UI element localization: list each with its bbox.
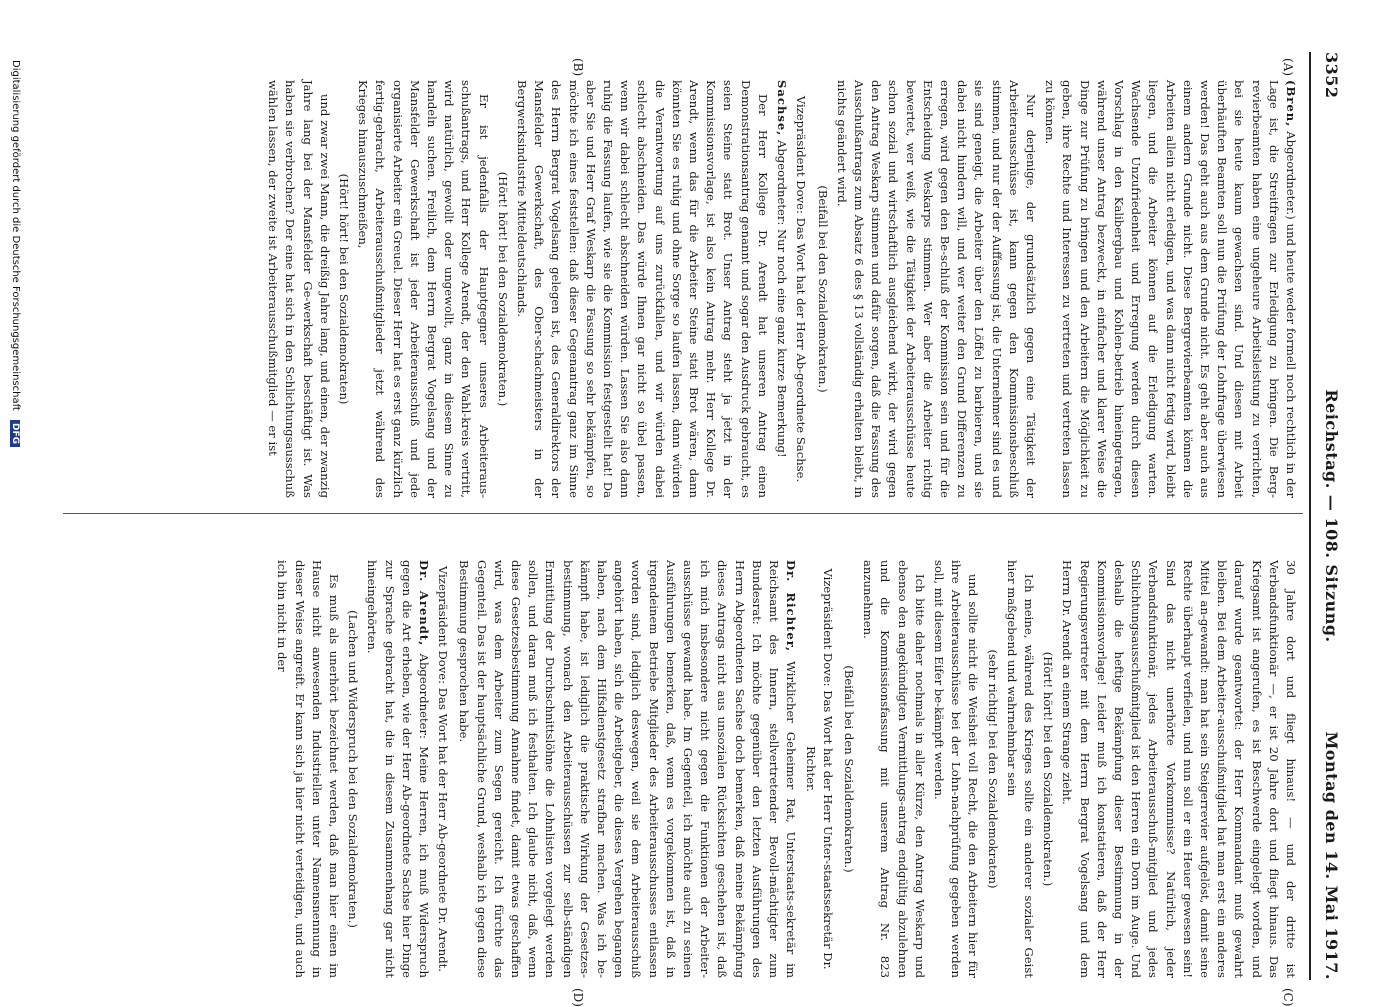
session-date: Montag den 14. Mai 1917.	[1322, 731, 1341, 980]
paragraph-text: (sehr richtig! bei den Sozialdemokraten)	[985, 649, 1000, 889]
presiding-remark	[434, 560, 451, 978]
interjection	[335, 80, 352, 498]
interjection	[840, 560, 857, 978]
paragraph-text: (Lachen und Widerspruch bei den Sozialdemokraten.)	[346, 610, 361, 928]
paragraph-text: (Hört! hört! bei den Sozialdemokraten.)	[495, 171, 510, 407]
paragraph-text: Abgeordneter.) und heute weder formell noch rechtlich in der Lage ist, die Streitfragen zur Erledigung zu bringen. Die Berg-revierbeamten haben eine ungeheure Arbeitsleistung zu verrichten, bei sie heute kaum gewachsen sind. Und diesen mit Arbeit überhäuften Beamten soll nun die Prüfung der Lohnfrage überwiesen werden! Das geht auch aus dem Grunde nicht. Es geht aber auch aus einem andern Grunde nicht. Diese Bergrevierbeamten können die Arbeiten allein nicht erledigen, und was dann nicht fertig wird, bleibt liegen, und die Arbeiter können auf die Erledigung warten. Wachsende Unzufriedenheit und Erregung werden durch diesen Vorschlag in den Kalibergbau und Kohlen-betrieb hineingetragen, während unser Antrag bezweckt, in einfacher und klarer Weise die Dinge zur Prüfung zu bringen und den Arbeitern die Möglichkeit zu geben, ihre Rechte und Interessen zu vertreten und vertreten lassen zu können.	[1043, 80, 1298, 499]
paragraph-text: (Hört! hört! bei den Sozialdemokraten.)	[1041, 651, 1056, 887]
footer-text: Digitalisierung gefördert durch die Deutsche Forschungsgemeinschaft	[10, 60, 21, 411]
session-title: Reichstag. — 108. Sitzung.	[1322, 389, 1341, 643]
paragraph-text: Vizepräsident Dove: Das Wort hat der Herr Ab-geordnete Dr. Arendt.	[436, 566, 451, 972]
speaker-name: Sachse,	[775, 80, 790, 137]
paragraph	[833, 80, 1039, 498]
interjection	[1039, 560, 1056, 978]
paragraph	[513, 80, 771, 498]
paragraph	[354, 80, 492, 498]
paragraph-text: Nur derjenige, der grundsätzlich gegen eine Tätigkeit der Arbeiterausschüsse ist, kann gegen den Kommissionsbeschluß stimmen, und nur der der Auffassung ist, die Unternehmer sind es und sie sind geneigt, die Arbeiter über den Löffel zu barbieren, und sie dabei nicht hindern will, und wer weiter den Grund Differenzen zu erregen, wird gegen den Be-schluß der Kommission sein und für die Entscheidung Weskarps stimmen. Wer aber die Arbeiter richtig bewertet, wer weiß, wie die Tätigkeit der Arbeiterausschüsse heute schon sozial und wirtschaftlich ausgleichend wirkt, der wird gegen den Antrag Weskarp stimmen und dafür sorgen, daß die Fassung des Ausschußantrags zum Absatz 6 des § 13 vollständig erhalten bleibt, in nichts geändert wird.	[834, 80, 1038, 498]
interjection	[494, 80, 511, 498]
paragraph	[1003, 560, 1037, 978]
speaker-name: Dr. Arendt,	[417, 560, 432, 647]
paragraph-text: Er ist jedenfalls der Hauptgegner unseres Arbeiteraus-schußantrags, und Herr Kollege Arendt, der den Wahl-kreis vertritt, wird natürlich, gewollt oder ungewollt, ganz in diesem Sinne zu handeln suchen. Freilich, dem Herrn Bergrat Vogelsang und der Mansfelder Gewerkschaft ist jeder Arbeiterausschuß und jede organisierte Arbeiter ein Greuel. Dieser Herr hat es erst ganz kürzlich fertig-gebracht, Arbeiterausschußmitglieder jetzt während des Krieges hinauszuschmeißen,	[356, 80, 491, 498]
paragraph	[273, 560, 342, 978]
paragraph-text: (Beifall bei den Sozialdemokraten.)	[815, 185, 830, 393]
paragraph-text: Vizepräsident Dove: Das Wort hat der Herr Unter-staatssekretär Dr. Richter.	[803, 568, 835, 970]
paragraph	[930, 560, 982, 978]
paragraph-text: Wirklicher Geheimer Rat, Unterstaats-sekretär im Reichsamt des Innern, stellvertretender Bevoll-mächtigter zum Bundesrat: Ich möchte gegenüber den letzten Ausführungen des Herrn Abgeordneten Sachse doch bemerken, daß meine Bekämpfung dieses Antrags nicht aus unsozialen Rücksichten geschehen ist, daß ich mich insbesondere nicht gegen die Funktionen der Arbeiter-ausschüsse gewandt habe. Im Gegenteil, ich möchte auch zu seinen Ausführungen bemerken, daß, wenn es vorgekommen ist, daß in irgendeinem Betriebe Mitglieder des Arbeiterausschusses entlassen worden sind, lediglich deswegen, weil sie dem Arbeiterausschuß angehört haben, sich die Arbeitgeber, die dieses Vergehen begangen haben, nach dem Hilfsdienstgesetz strafbar machen. Was ich be-kämpft habe, ist lediglich die praktische Wirkung der Gesetzes-bestimmung, wonach den Arbeiterausschüssen zur selb-ständigen Ermittlung der Durchschnittslöhne die Lohnlisten vorgelegt werden sollen, und daran muß ich festhalten. Ich glaube nicht, daß, wenn diese Gesetzesbestimmung Annahme findet, damit etwas geschaffen wird, was dem Arbeiter zum Segen gereicht. Ich fürchte das Gegenteil. Das ist der hauptsächliche Grund, weshalb ich gegen diese Bestimmung gesprochen habe.	[457, 560, 799, 978]
paragraph	[264, 80, 333, 498]
page-number: 3352	[1322, 52, 1341, 99]
paragraph-text: Es muß als unerhört bezeichnet werden, daß man hier einen im Hause nicht anwesenden Industriellen unter Namensnennung in dieser Weise angreift. Er kann sich ja hier nicht verteidigen, und auch ich bin nicht in der	[275, 560, 342, 978]
interjection	[344, 560, 361, 978]
paragraph-text: 30 Jahre dort und fliegt hinaus! — und der dritte ist Verbandsfunktionär —, er ist 20 Jahre dort und fliegt hinaus. Das Kriegsamt ist angerufen, es ist Beschwerde eingelegt worden, und darauf wurde geantwortet: der Herr Kommandant muß gewahrt bleiben. Bei dem Arbeiter-ausschußmitglied hat man erst ein anderes Mittel an-gewandt: man hat sein Steigerrevier aufgelöst, damit seine Rechte überhaupt verfielen, und nun soll er ein Heuer gewesen sein! Sind das nicht unerhörte Vorkommnisse? Natürlich, jeder Verbandsfunktionär, jedes Arbeiterausschuß-mitglied und jedes Schlichtungsausschußmitglied ist den Herren ein Dorn im Auge. Und deshalb die heftige Bekämpfung dieser Bestimmung in der Kommissionsvorlage! Leider muß ich konstatieren, daß der Herr Regierungsvertreter mit dem Herrn Bergrat Vogelsang und dem Herrn Dr. Arendt an einem Strange zieht.	[1060, 560, 1298, 978]
paragraph	[773, 80, 790, 498]
header-rule	[1309, 52, 1311, 980]
paragraph-text: Vizepräsident Dove: Das Wort hat der Herr Ab-geordnete Sachse.	[794, 95, 809, 483]
interjection	[813, 80, 830, 498]
presiding-remark	[792, 80, 809, 498]
paragraph	[1058, 560, 1299, 978]
paragraph-text: Abgeordneter: Meine Herren, ich muß Widerspruch gegen die Art erheben, wie der Herr Ab-geordnete Sachse hier Dinge zur Sprache gebracht hat, die in diesem Zusammenhang gar nicht hineingehörten.	[365, 560, 432, 978]
paragraph	[455, 560, 799, 978]
margin-mark-a: (A)	[1281, 58, 1295, 77]
speaker-name: (Bren,	[1284, 80, 1298, 128]
paragraph-text: (Hört! hört! bei den Sozialdemokraten)	[337, 173, 352, 405]
paragraph-text: und sollte nicht die Weisheit voll Recht, die den Arbeitern hier für ihre Arbeiterausschüsse bei der Lohn-nachprüfung gegeben werden soll, mit diesem Eifer be-kämpft werden.	[931, 560, 981, 978]
interjection	[983, 560, 1000, 978]
paragraph-text: Der Herr Kollege Dr. Arendt hat unseren Antrag einen Demonstrationsantrag genannt und sogar den Ausdruck gebraucht, es seien Steine statt Brot. Unser Antrag steht ja jetzt in der Kommissionsvorlage, ist also kein Antrag mehr. Herr Kollege Dr. Arendt, wenn das für die Arbeiter Steine statt Brot wären, dann könnten Sie es ruhig und ohne Sorge so laufen lassen, dann würden die Verantwortung auf uns zurückfallen, und wir würden dabei schlecht abschneiden. Das würde Ihnen gar nicht so übel passen, wenn wir dabei schlecht abschneiden würden. Lassen Sie also dann ruhig die Fassung laufen, wie sie die Kommission festgestellt hat! Da aber Sie und Herr Graf Weskarp die Fassung so sehr bekämpfen, so möchte ich eines feststellen: daß dieser Gegenantrag ganz im Sinne des Herrn Bergrat Vogelsang gelegen ist, des Generaldirektors der Mansfelder Gewerkschaft, des Ober-schachmeisters in der Bergwerksindustrie Mitteldeutschlands.	[515, 80, 770, 498]
paragraph	[363, 560, 432, 978]
presiding-remark	[801, 560, 835, 978]
page-header	[1317, 52, 1341, 980]
paragraph-text: (Beifall bei den Sozialdemokraten.)	[841, 665, 856, 873]
dfg-logo: DFG	[10, 420, 20, 447]
paragraph-text: Ich meine, während des Krieges sollte ein anderer sozialer Geist hier maßgebend und wahrnehmbar sein	[1004, 560, 1036, 978]
paragraph-text: Abgeordneter: Nur noch eine ganz kurze Bemerkung!	[775, 140, 790, 458]
digitization-footer	[10, 60, 21, 990]
column-divider	[63, 513, 1303, 514]
margin-mark-b: (B)	[571, 58, 585, 77]
paragraph	[859, 560, 928, 978]
paragraph	[1041, 80, 1299, 498]
paragraph-text: und zwar zwei Mann, die dreißig Jahre lang, und einen, der zwanzig Jahre lang bei der Mansfelder Ge-werkschaft beschäftigt ist. Was haben sie verbrochen? Der eine hat sich in den Schlichtungsausschuß wählen lassen, der zweite ist Arbeiterausschußmitglied — er ist	[266, 80, 332, 498]
speaker-name: Dr. Richter,	[784, 560, 799, 653]
left-column	[262, 80, 1299, 498]
right-column	[271, 560, 1299, 978]
margin-mark-d: (D)	[571, 988, 585, 1007]
margin-mark-c: (C)	[1281, 988, 1295, 1007]
paragraph-text: Ich bitte daher nochmals in aller Kürze, den Antrag Weskarp und ebenso den angekündigten Vermittlungs-antrag endgültig abzulehnen und die Kommissionsfassung mit unserem Antrag Nr. 823 anzunehmen.	[861, 560, 927, 978]
